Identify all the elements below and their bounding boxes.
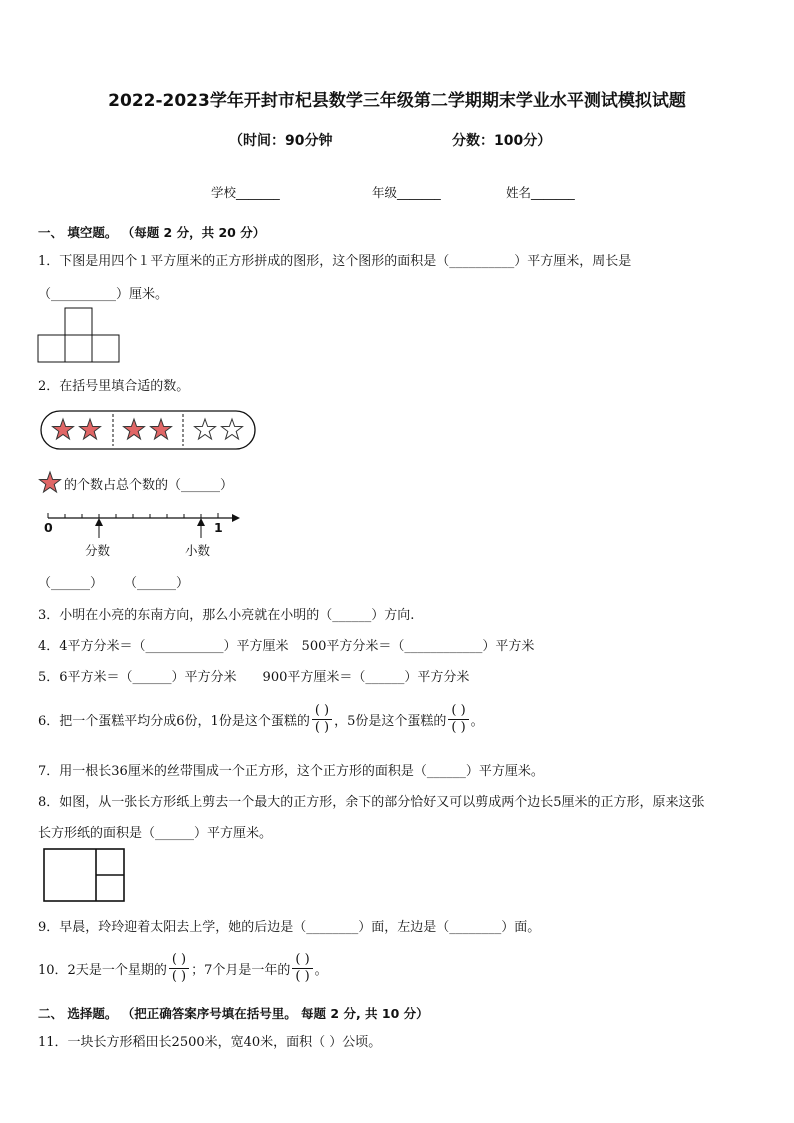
section-2-title: 二、 选择题。 （把正确答案序号填在括号里。 每题 2 分, 共 10 分） (38, 1006, 429, 1021)
question-6-text-a: 6．把一个蛋糕平均分成6份，1份是这个蛋糕的 (38, 714, 310, 729)
school-field: 学校_______ (211, 185, 280, 200)
question-6-text-c: 。 (470, 714, 484, 729)
section-1-title: 一、 填空题。 （每题 2 分，共 20 分） (38, 225, 266, 240)
page-title: 2022-2023学年开封市杞县数学三年级第二学期期末学业水平测试模拟试题 (108, 91, 686, 111)
fraction-arrow-label: 分数 (85, 543, 111, 558)
question-10-text-a: 10．2天是一个星期的 (38, 963, 167, 978)
grade-field: 年级_______ (372, 185, 441, 200)
axis-zero-label: 0 (44, 520, 53, 535)
fraction-blank: $\frac{( )}{( )}$ (292, 952, 312, 985)
question-7: 7．用一根长36厘米的丝带围成一个正方形，这个正方形的面积是（______）平方厘米。 (38, 764, 544, 779)
exam-time: （时间：90分钟 (229, 133, 333, 149)
question-2: 2．在括号里填合适的数。 (38, 379, 190, 394)
fraction-blank: $\frac{( )}{( )}$ (312, 703, 332, 736)
question-8-line-2: 长方形纸的面积是（______）平方厘米。 (38, 826, 273, 841)
answer-blank-decimal: （______） (124, 576, 190, 591)
question-10-text-c: 。 (314, 963, 328, 978)
axis-one-label: 1 (214, 520, 223, 535)
exam-score: 分数：100分） (452, 133, 552, 149)
question-11: 11．一块长方形稻田长2500米，宽40米，面积（ ）公顷。 (38, 1035, 382, 1050)
question-10 (38, 952, 328, 985)
decimal-arrow-label: 小数 (185, 543, 211, 558)
question-4: 4．4平方分米＝（____________）平方厘米 500平方分米＝（____________）平方米 (38, 639, 535, 654)
question-6-text-b: ，5份是这个蛋糕的 (334, 714, 447, 729)
fraction-blank: $\frac{( )}{( )}$ (448, 703, 468, 736)
question-3: 3．小明在小亮的东南方向，那么小亮就在小明的（______）方向. (38, 608, 415, 623)
fraction-blank: $\frac{( )}{( )}$ (169, 952, 189, 985)
question-5: 5．6平方米＝（______）平方分米 900平方厘米＝（______）平方分米 (38, 670, 470, 685)
question-8-line-1: 8．如图，从一张长方形纸上剪去一个最大的正方形，余下的部分恰好又可以剪成两个边长5厘米的正方形，原来这张 (38, 795, 705, 810)
question-9: 9．早晨，玲玲迎着太阳去上学，她的后边是（________）面，左边是（________）面。 (38, 920, 541, 935)
name-field: 姓名_______ (506, 185, 575, 200)
question-1-line-2: （__________）厘米。 (38, 287, 169, 302)
question-10-text-b: ；7个月是一年的 (191, 963, 291, 978)
question-1-line-1: 1．下图是用四个１平方厘米的正方形拼成的图形，这个图形的面积是（__________）平方厘米，周长是 (38, 254, 632, 269)
star-ratio-text: 的个数占总个数的（______） (64, 478, 234, 493)
answer-blank-fraction: （______） (38, 576, 104, 591)
